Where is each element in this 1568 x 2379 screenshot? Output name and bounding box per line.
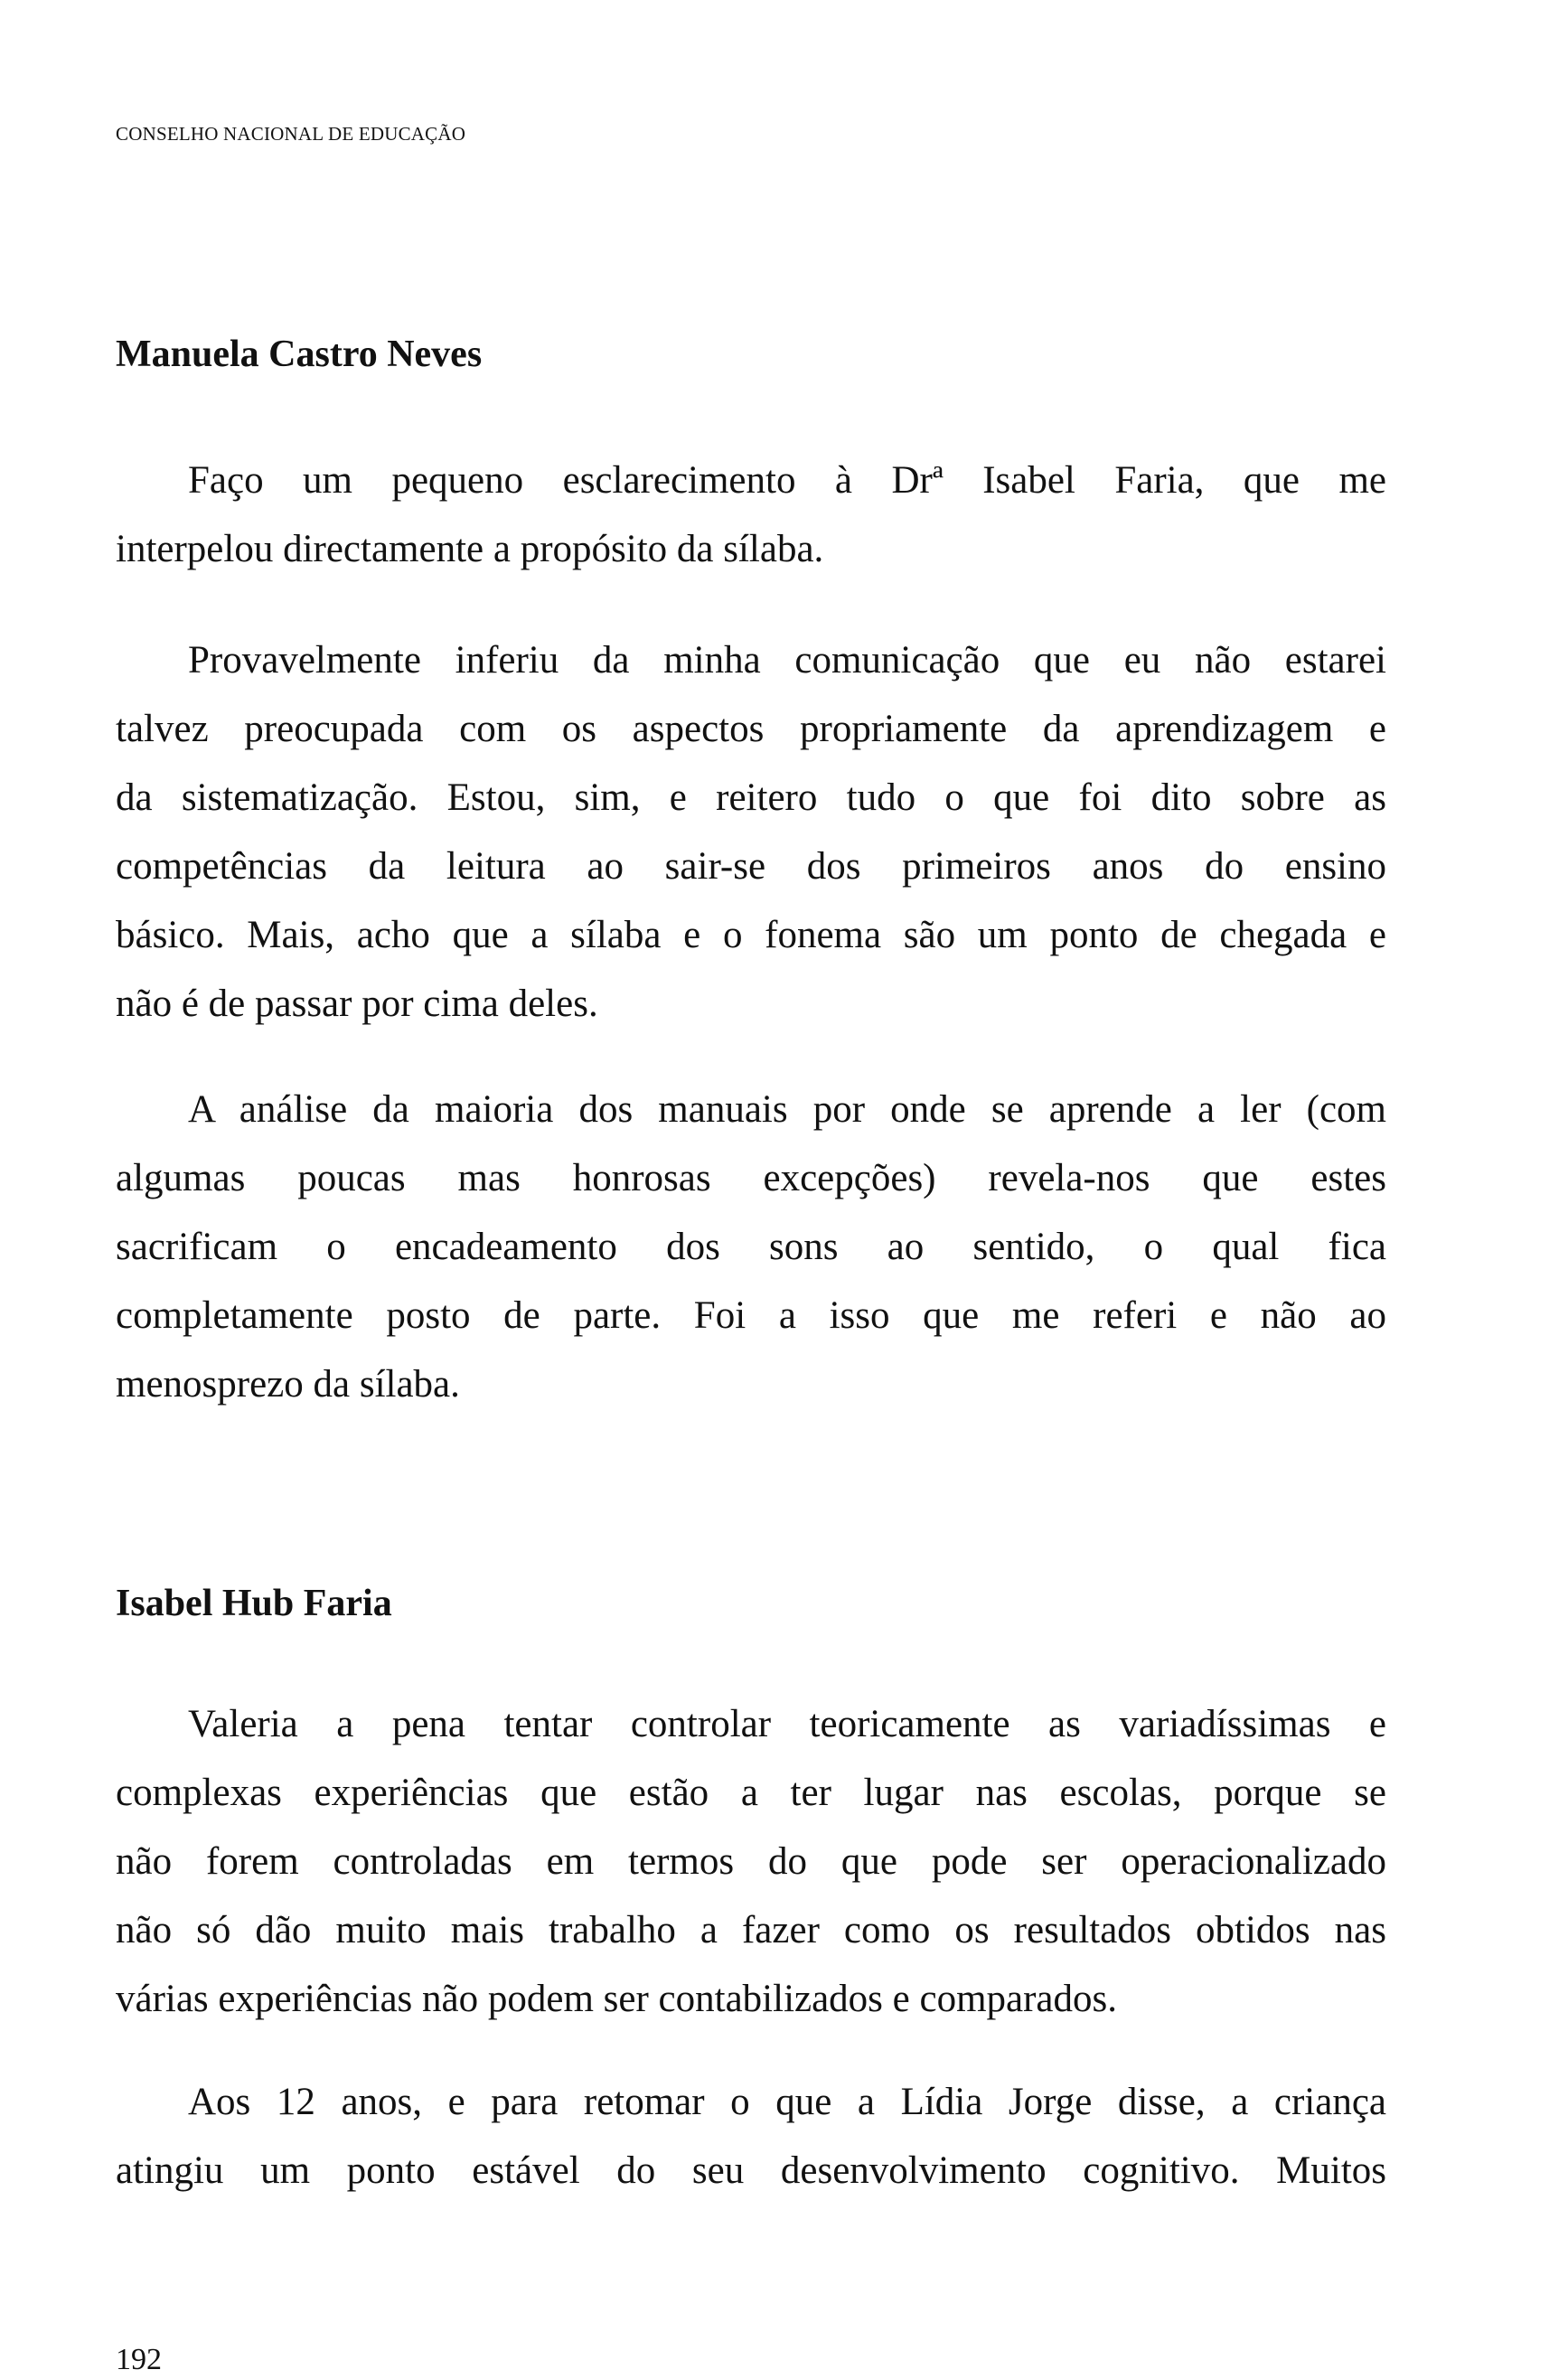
text-line: algumas poucas mas honrosas excepções) revela-nos que estes xyxy=(116,1157,1386,1199)
text-line: talvez preocupada com os aspectos propriamente da aprendizagem e xyxy=(116,708,1386,750)
text-line: competências da leitura ao sair-se dos primeiros anos do ensino xyxy=(116,845,1386,888)
paragraph xyxy=(116,447,1386,584)
running-header: CONSELHO NACIONAL DE EDUCAÇÃO xyxy=(116,123,466,145)
text-line: várias experiências não podem ser contabilizados e comparados. xyxy=(116,1978,1118,2020)
text-line: interpelou directamente a propósito da sílaba. xyxy=(116,528,824,570)
text-line: Faço um pequeno esclarecimento à Drª Isabel Faria, que me xyxy=(188,459,1386,502)
text-line: sacrificam o encadeamento dos sons ao sentido, o qual fica xyxy=(116,1226,1386,1268)
text-line: Valeria a pena tentar controlar teoricamente as variadíssimas e xyxy=(188,1703,1386,1745)
text-line: menosprezo da sílaba. xyxy=(116,1363,460,1406)
text-line: complexas experiências que estão a ter lugar nas escolas, porque se xyxy=(116,1772,1386,1814)
paragraph xyxy=(116,2068,1386,2205)
text-line: A análise da maioria dos manuais por onde se aprende a ler (com xyxy=(188,1088,1386,1131)
paragraph xyxy=(116,1690,1386,2034)
text-line: da sistematização. Estou, sim, e reitero tudo o que foi dito sobre as xyxy=(116,776,1386,819)
text-line: não é de passar por cima deles. xyxy=(116,983,598,1025)
speaker-heading: Manuela Castro Neves xyxy=(116,334,483,375)
text-line: completamente posto de parte. Foi a isso que me referi e não ao xyxy=(116,1294,1386,1337)
text-line: não só dão muito mais trabalho a fazer como os resultados obtidos nas xyxy=(116,1909,1386,1951)
paragraph xyxy=(116,626,1386,1039)
text-line: Provavelmente inferiu da minha comunicação que eu não estarei xyxy=(188,639,1386,682)
speaker-heading: Isabel Hub Faria xyxy=(116,1583,392,1624)
page-number: 192 xyxy=(116,2343,162,2376)
paragraph xyxy=(116,1076,1386,1419)
text-line: básico. Mais, acho que a sílaba e o fonema são um ponto de chegada e xyxy=(116,914,1386,956)
text-line: atingiu um ponto estável do seu desenvolvimento cognitivo. Muitos xyxy=(116,2149,1386,2192)
text-line: não forem controladas em termos do que pode ser operacionalizado xyxy=(116,1840,1386,1883)
text-line: Aos 12 anos, e para retomar o que a Lídia Jorge disse, a criança xyxy=(188,2081,1386,2123)
